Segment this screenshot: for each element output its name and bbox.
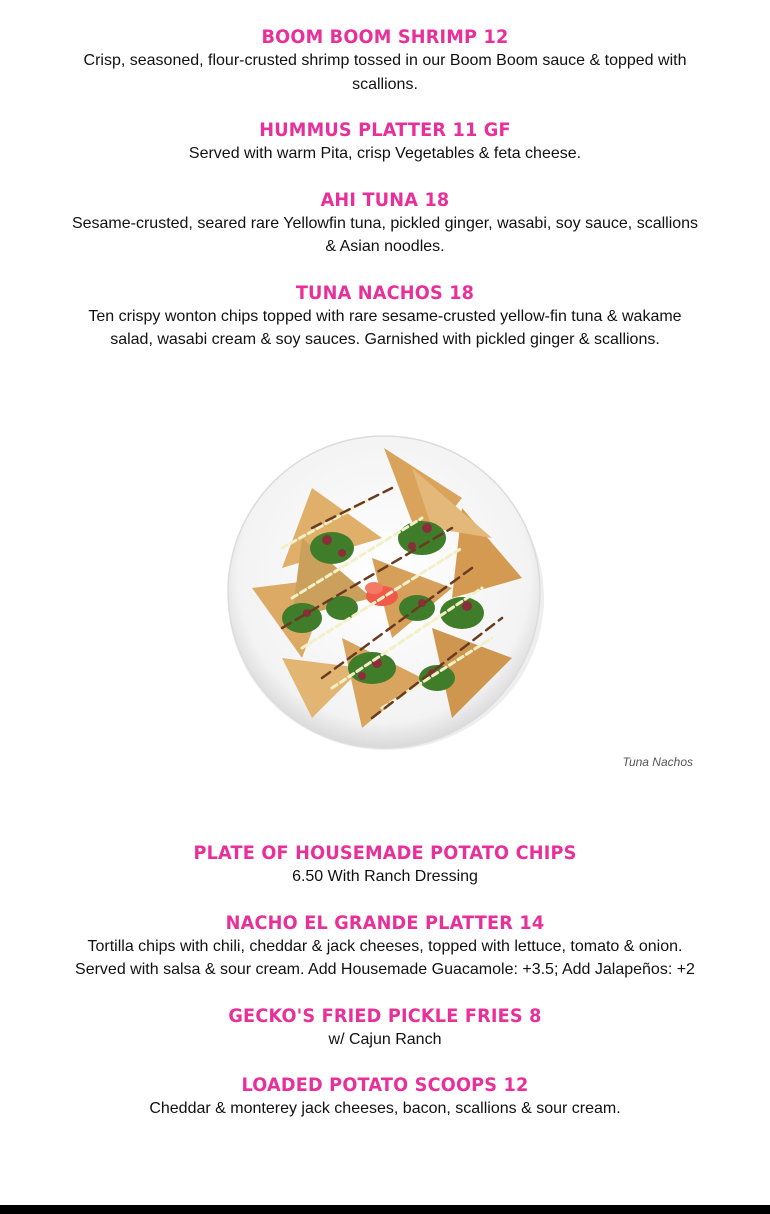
menu-item-description: Tortilla chips with chili, cheddar & jack cheeses, topped with lettuce, tomato & onion. Served with salsa & sour cream. Add Housemade Guacamole: +3.5; Add Jalapeños: +2 <box>75 937 695 978</box>
menu-item-title: AHI TUNA 18 <box>320 188 450 211</box>
menu-top-section <box>70 25 700 374</box>
menu-item-description: Sesame-crusted, seared rare Yellowfin tuna, pickled ginger, wasabi, soy sauce, scallions & Asian noodles. <box>71 214 699 255</box>
menu-item-ahi-tuna <box>70 188 700 259</box>
menu-item-hummus-platter <box>70 118 700 166</box>
menu-item-description: w/ Cajun Ranch <box>328 1030 442 1048</box>
menu-item-description: Served with warm Pita, crisp Vegetables & feta cheese. <box>188 145 582 162</box>
menu-item-title: NACHO EL GRANDE PLATTER 14 <box>225 911 545 934</box>
menu-item-title: TUNA NACHOS 18 <box>295 281 475 304</box>
menu-item-description: Ten crispy wonton chips topped with rare sesame-crusted yellow-fin tuna & wakame salad, wasabi cream & soy sauces. Garnished with pickled ginger & scallions. <box>88 307 682 348</box>
menu-item-title: PLATE OF HOUSEMADE POTATO CHIPS <box>193 842 577 864</box>
menu-item-description: Cheddar & monterey jack cheeses, bacon, scallions & sour cream. <box>149 1100 621 1117</box>
menu-item-loaded-potato-scoops <box>70 1073 700 1121</box>
menu-item-description: Crisp, seasoned, flour-crusted shrimp tossed in our Boom Boom sauce & topped with scallions. <box>83 52 687 93</box>
menu-item-description: 6.50 With Ranch Dressing <box>292 868 478 885</box>
menu-item-tuna-nachos <box>70 281 700 352</box>
menu-item-title: BOOM BOOM SHRIMP 12 <box>261 26 509 48</box>
photo-caption: Tuna Nachos <box>622 755 693 769</box>
bottom-divider-bar <box>0 1205 770 1214</box>
tuna-nachos-plate-image <box>222 428 546 752</box>
menu-item-fried-pickle-fries <box>70 1004 700 1052</box>
menu-item-title: HUMMUS PLATTER 11 GF <box>259 119 511 141</box>
plate-illustration <box>222 428 546 752</box>
menu-item-nacho-el-grande <box>70 911 700 982</box>
menu-bottom-section <box>70 841 700 1143</box>
menu-item-title: LOADED POTATO SCOOPS 12 <box>241 1074 529 1096</box>
menu-item-potato-chips <box>70 841 700 889</box>
menu-item-title: GECKO'S FRIED PICKLE FRIES 8 <box>228 1004 542 1027</box>
menu-item-boom-boom-shrimp <box>70 25 700 96</box>
